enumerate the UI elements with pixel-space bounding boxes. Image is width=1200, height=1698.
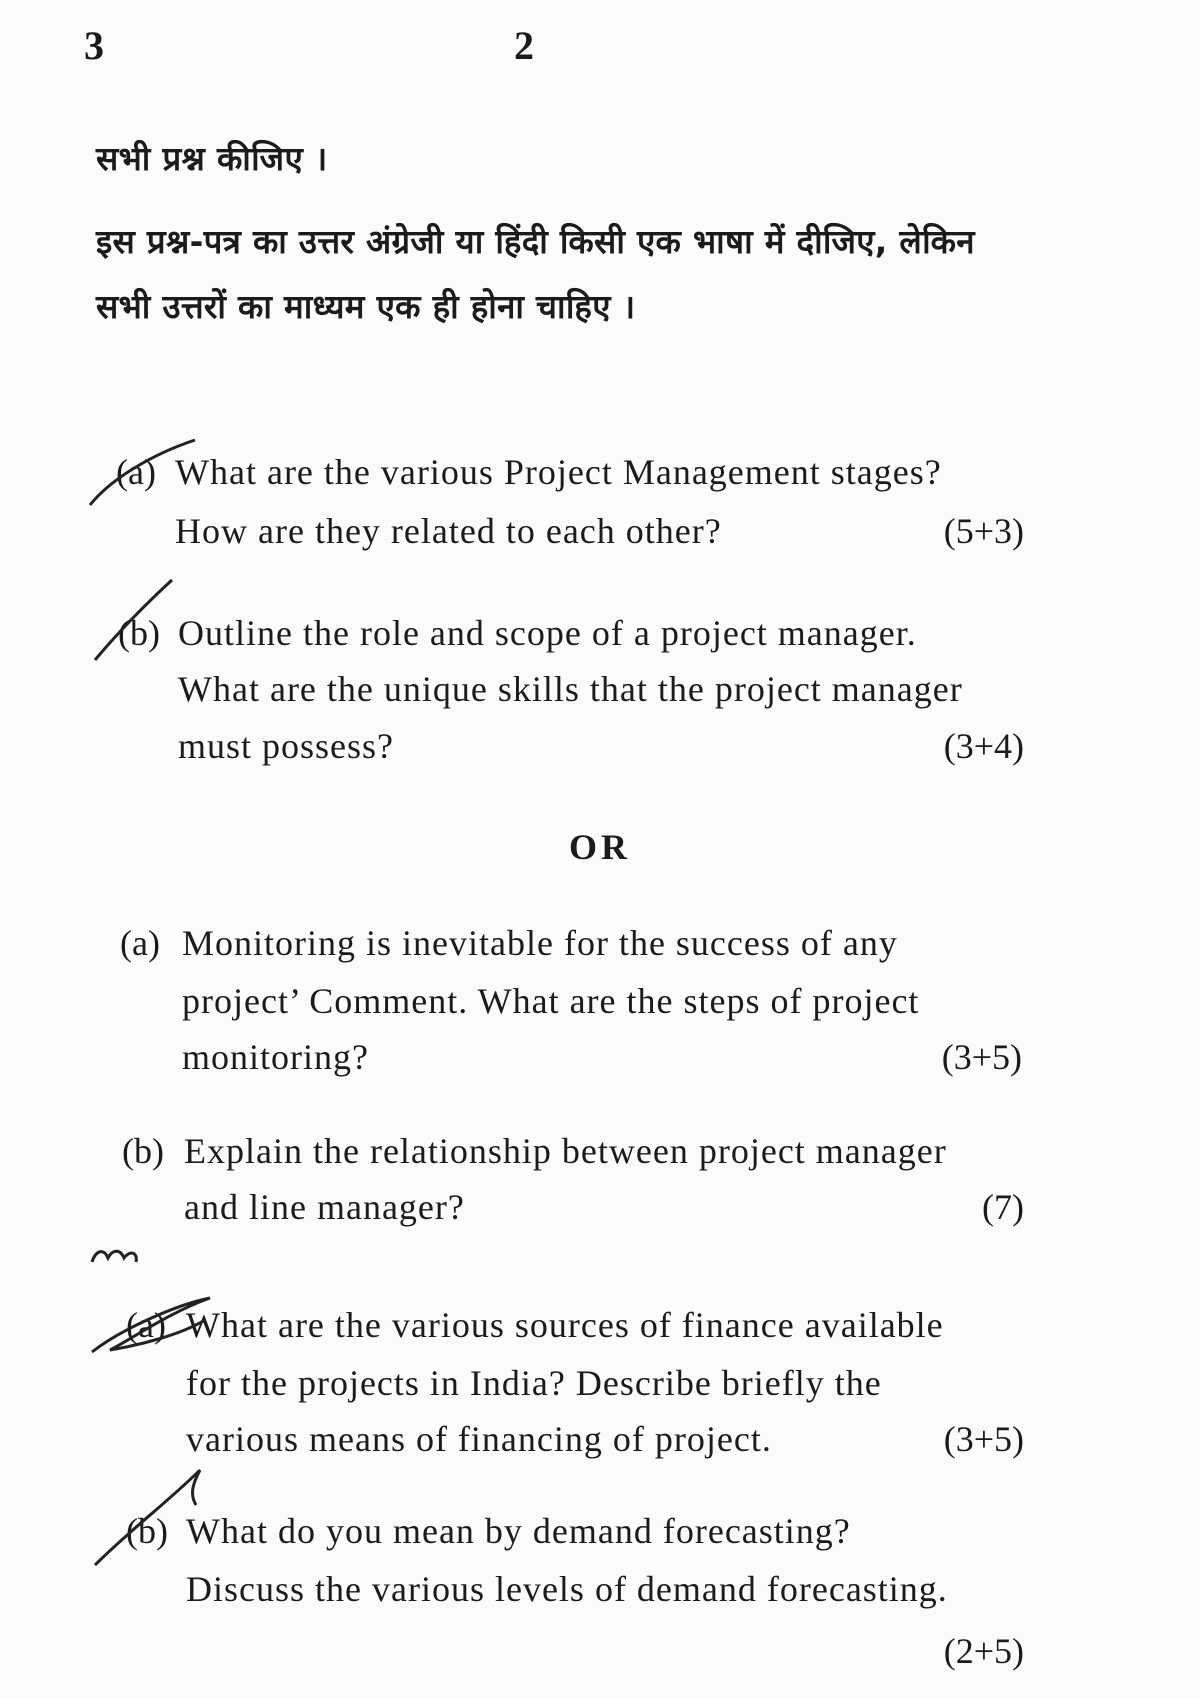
q1a-label: (a) bbox=[116, 452, 156, 492]
alt-a-marks: (3+5) bbox=[941, 1037, 1022, 1077]
q2a-line-1: What are the various sources of finance available bbox=[186, 1305, 944, 1345]
q1b-line-1: Outline the role and scope of a project manager. bbox=[178, 613, 917, 653]
q1a-line-1: What are the various Project Management stages? bbox=[175, 452, 942, 492]
q1b-marks: (3+4) bbox=[943, 726, 1024, 766]
q2b-line-1: What do you mean by demand forecasting? bbox=[186, 1511, 851, 1551]
q2a-line-2: for the projects in India? Describe briefly the bbox=[186, 1363, 882, 1403]
instruction-line-3: सभी उत्तरों का माध्यम एक ही होना चाहिए । bbox=[96, 287, 636, 326]
instruction-line-1: सभी प्रश्न कीजिए । bbox=[96, 139, 328, 178]
alt-b-line-2: and line manager? bbox=[184, 1187, 465, 1227]
q1a-marks: (5+3) bbox=[943, 511, 1024, 551]
q2a-marks: (3+5) bbox=[943, 1419, 1024, 1459]
q1b-label: (b) bbox=[118, 613, 160, 653]
alt-b-line-1: Explain the relationship between project manager bbox=[184, 1131, 947, 1171]
page-number: 2 bbox=[514, 23, 534, 68]
alt-b-marks: (7) bbox=[982, 1187, 1024, 1227]
alt-a-line-3: monitoring? bbox=[182, 1037, 369, 1077]
or-divider: OR bbox=[569, 827, 631, 867]
alt-a-label: (a) bbox=[120, 923, 160, 963]
q1b-line-3: must possess? bbox=[178, 726, 395, 766]
q1a-line-2: How are they related to each other? bbox=[175, 511, 722, 551]
q2b-line-2: Discuss the various levels of demand forecasting. bbox=[186, 1569, 948, 1609]
q2a-line-3: various means of financing of project. bbox=[186, 1419, 772, 1459]
q2b-label: (b) bbox=[126, 1511, 168, 1551]
q2b-marks: (2+5) bbox=[943, 1631, 1024, 1671]
instruction-line-2: इस प्रश्न-पत्र का उत्तर अंग्रेजी या हिंदी किसी एक भाषा में दीजिए, लेकिन bbox=[96, 222, 975, 261]
q2a-label: (a) bbox=[126, 1305, 166, 1345]
alt-b-label: (b) bbox=[122, 1131, 164, 1171]
alt-a-line-2: project’ Comment. What are the steps of project bbox=[182, 981, 920, 1021]
q1b-line-2: What are the unique skills that the project manager bbox=[178, 669, 963, 709]
alt-a-line-1: Monitoring is inevitable for the success of any bbox=[182, 923, 898, 963]
header-number: 3 bbox=[84, 23, 104, 68]
